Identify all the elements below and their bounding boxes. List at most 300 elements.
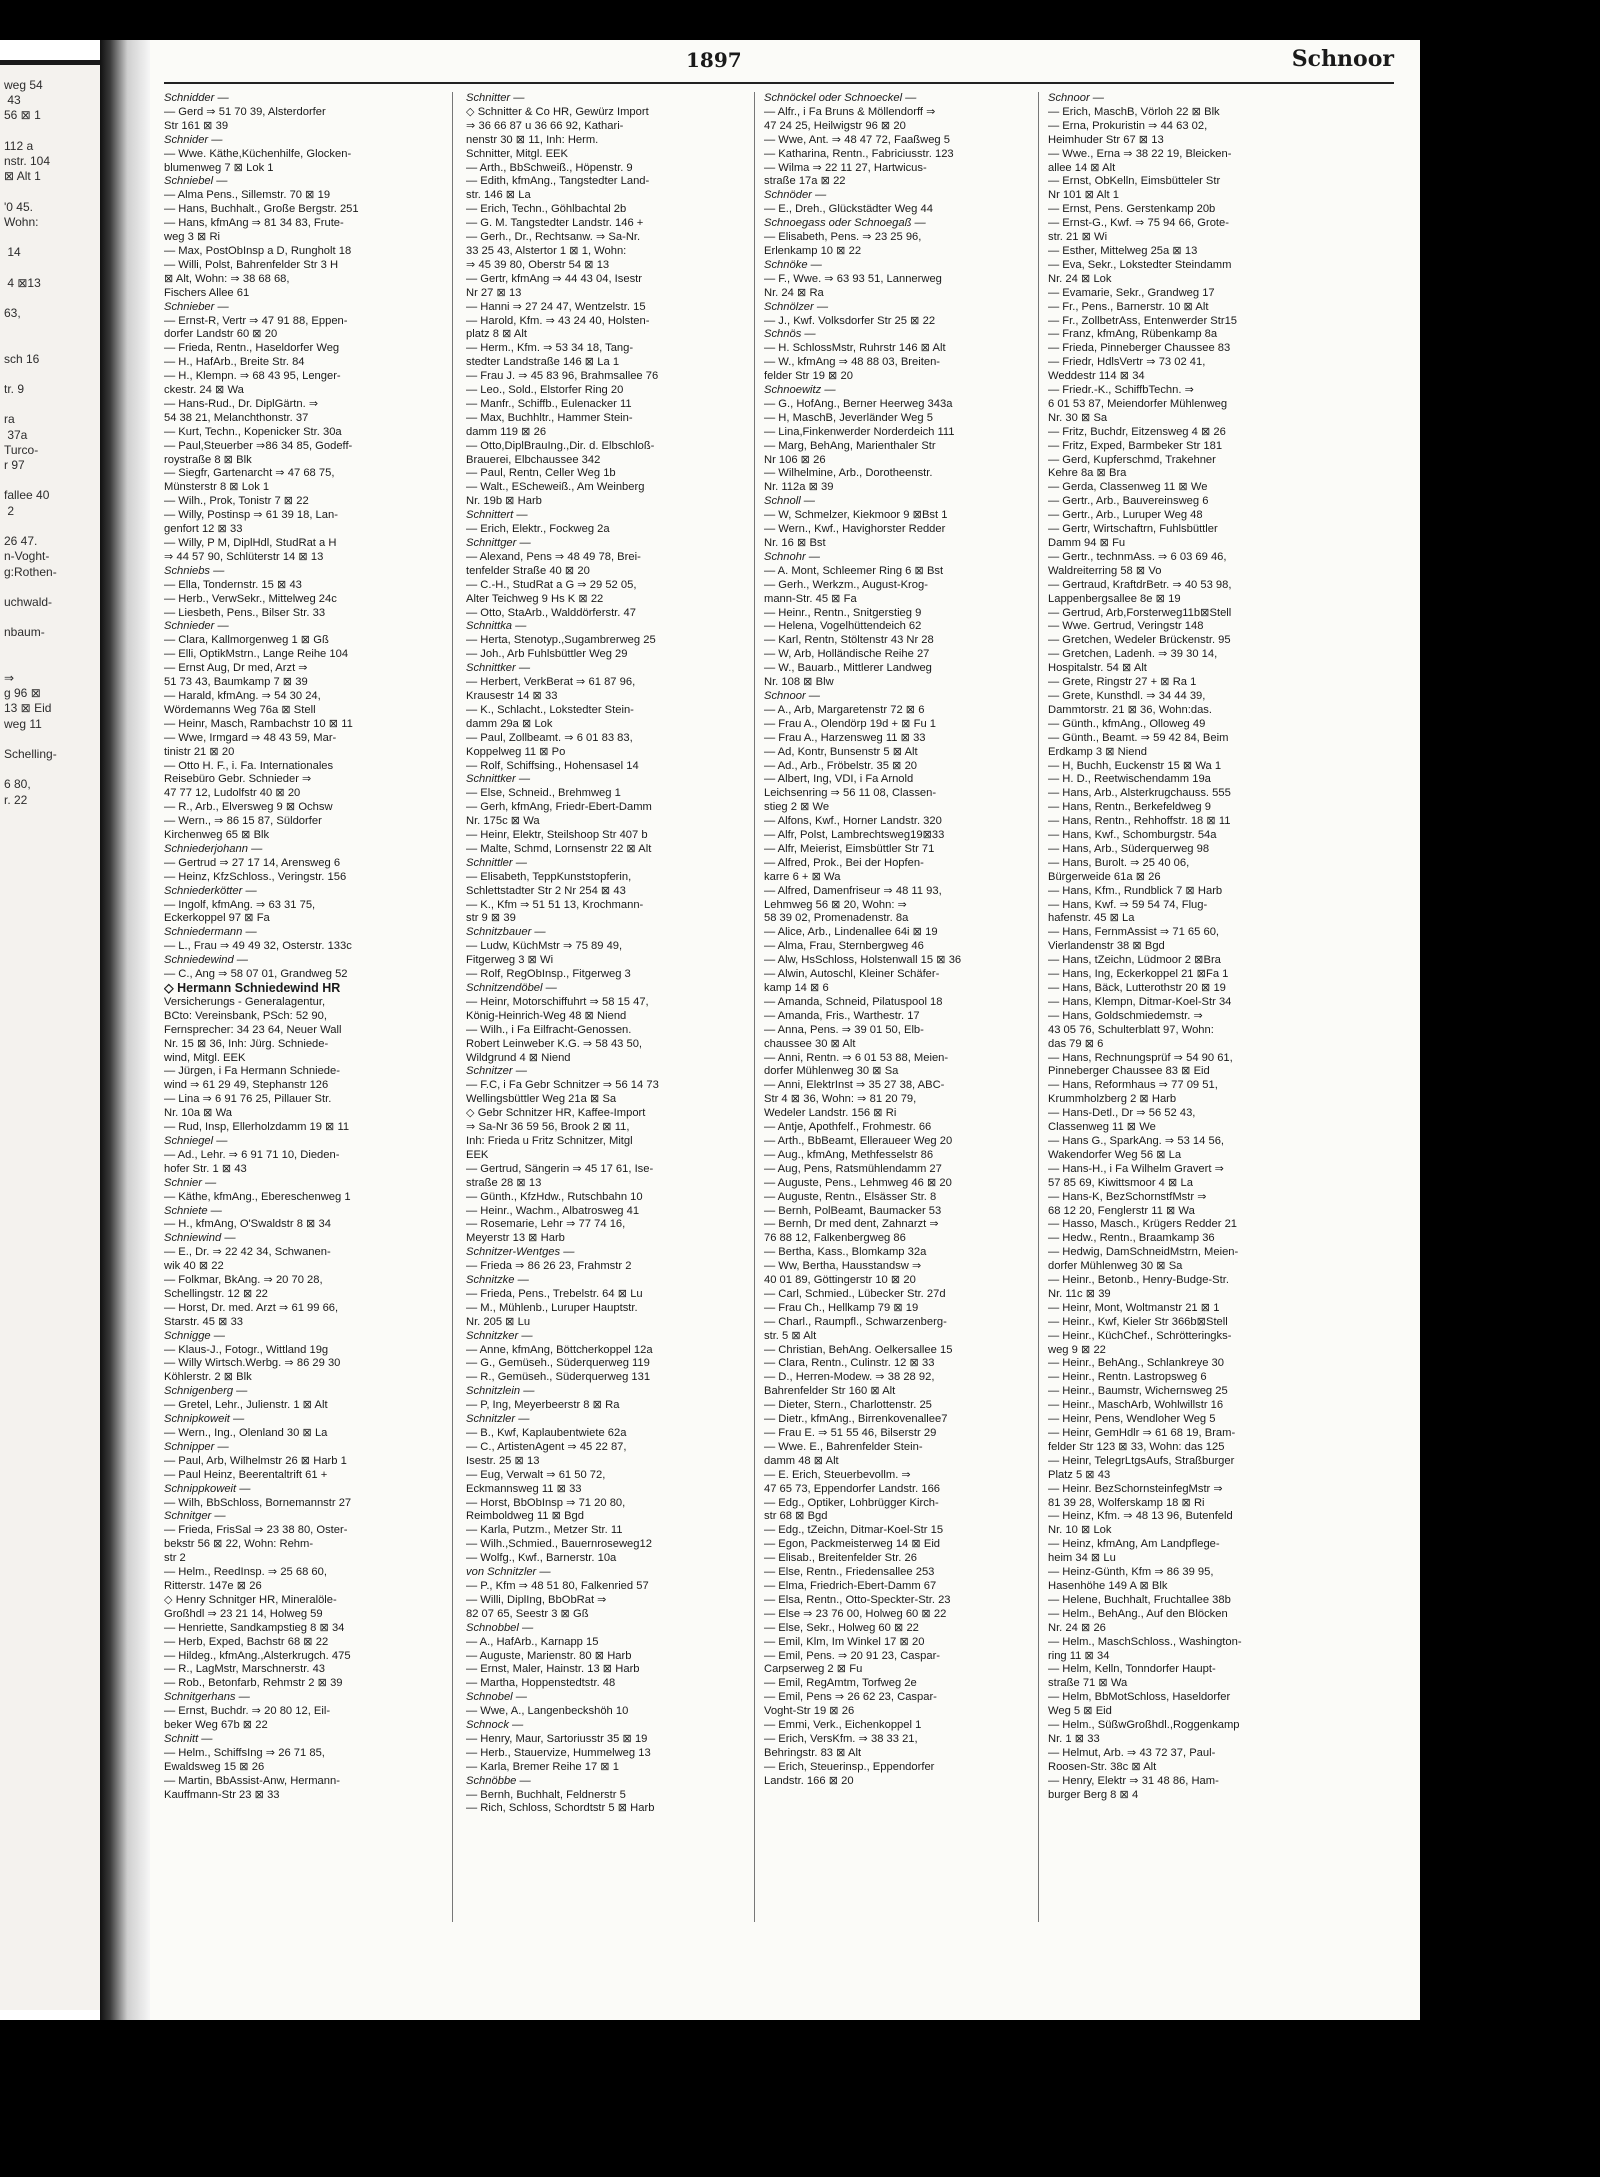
directory-entry-line: — Wilh.,Schmied., Bauernroseweg12 <box>466 1538 652 1551</box>
directory-entry-line: burger Berg 8 ⊠ 4 <box>1048 1788 1139 1801</box>
directory-entry-line: — Heinr, Mont, Woltmanstr 21 ⊠ 1 <box>1048 1301 1220 1314</box>
directory-entry-line: Leichsenring ⇒ 56 11 08, Classen- <box>764 787 937 800</box>
directory-entry-line: das 79 ⊠ 6 <box>1048 1037 1104 1050</box>
directory-entry-line: ⇒ 45 39 80, Oberstr 54 ⊠ 13 <box>466 258 610 271</box>
surname-heading: Schnittler — <box>466 856 527 869</box>
directory-entry-line: — C., Ang ⇒ 58 07 01, Grandweg 52 <box>164 968 348 981</box>
header-rule <box>164 82 1394 84</box>
directory-entry-line: — Liesbeth, Pens., Bilser Str. 33 <box>164 606 326 619</box>
directory-entry-line: Nr. 10 ⊠ Lok <box>1048 1524 1112 1537</box>
directory-entry-line: str 9 ⊠ 39 <box>466 912 516 925</box>
directory-entry-line: — Ernst, Maler, Hainstr. 13 ⊠ Harb <box>466 1663 640 1676</box>
directory-entry-line: — Gerda, Classenweg 11 ⊠ We <box>1048 481 1208 494</box>
directory-entry-line: — Hans, Ing, Eckerkoppel 21 ⊠Fa 1 <box>1048 968 1229 981</box>
directory-entry-line: — Harold, Kfm. ⇒ 43 24 40, Holsten- <box>466 314 650 327</box>
directory-entry-line: — Horst, Dr. med. Arzt ⇒ 61 99 66, <box>164 1301 339 1314</box>
directory-entry-line: — Paul, Arb, Wilhelmstr 26 ⊠ Harb 1 <box>164 1454 347 1467</box>
directory-entry-line: — Erich, Elektr., Fockweg 2a <box>466 523 610 536</box>
directory-entry-line: Bürgerweide 61a ⊠ 26 <box>1048 870 1161 883</box>
directory-entry-line: — Auguste, Pens., Lehmweg 46 ⊠ 20 <box>764 1176 952 1189</box>
directory-entry-line: — Willi, Polst, Bahrenfelder Str 3 H <box>164 258 339 271</box>
directory-entry-line: — Heinr., Rentn. Lastropsweg 6 <box>1048 1371 1207 1384</box>
directory-entry-line: — Hans, FernmAssist ⇒ 71 65 60, <box>1048 926 1220 939</box>
directory-entry-line: Wellingsbüttler Weg 21a ⊠ Sa <box>466 1093 617 1106</box>
directory-entry-line: Weddestr 114 ⊠ 34 <box>1048 370 1145 383</box>
surname-heading: Schnoegass oder Schnoegaß — <box>764 217 926 230</box>
directory-entry-line: — Gertr., technmAss. ⇒ 6 03 69 46, <box>1048 550 1227 563</box>
surname-heading: Schnipper — <box>164 1440 229 1453</box>
surname-heading: Schnitzker — <box>466 1329 533 1342</box>
surname-heading: Schnitzke — <box>466 1274 529 1287</box>
directory-entry-line: Inh: Frieda u Fritz Schnitzer, Mitgl <box>466 1134 633 1147</box>
directory-entry-line: Str 161 ⊠ 39 <box>164 119 229 132</box>
directory-entry-line: — Helm, BbMotSchloss, Haseldorfer <box>1048 1691 1231 1704</box>
directory-entry-line: — Max, Buchhltr., Hammer Stein- <box>466 411 633 424</box>
directory-entry-line: — Franz, kfmAng, Rübenkamp 8a <box>1048 328 1218 341</box>
directory-entry-line: — Ad., Arb., Fröbelstr. 35 ⊠ 20 <box>764 759 918 772</box>
directory-entry-line: dorfer Mühlenweg 30 ⊠ Sa <box>1048 1260 1183 1273</box>
directory-entry-line: felder Str 19 ⊠ 20 <box>764 370 853 383</box>
directory-entry-line: Behringstr. 83 ⊠ Alt <box>764 1746 862 1759</box>
directory-entry-line: — Erna, Prokuristin ⇒ 44 63 02, <box>1048 119 1208 132</box>
directory-entry-line: — Hans, Burolt. ⇒ 25 40 06, <box>1048 856 1190 869</box>
directory-entry-line: — Herb., VerwSekr., Mittelweg 24c <box>164 592 337 605</box>
directory-entry-line: — Arth., BbBeamt, Elleraueer Weg 20 <box>764 1134 953 1147</box>
directory-entry-line: — Auguste, Marienstr. 80 ⊠ Harb <box>466 1649 632 1662</box>
directory-entry-line: — Hans, Kwf., Schomburgstr. 54a <box>1048 829 1217 842</box>
directory-entry-line: — Antje, Apothfelf., Frohmestr. 66 <box>764 1121 932 1134</box>
directory-entry-line: — Grete, Ringstr 27 + ⊠ Ra 1 <box>1048 676 1197 689</box>
directory-entry-line: Kirchenweg 65 ⊠ Blk <box>164 829 270 842</box>
directory-entry-line: Roosen-Str. 38c ⊠ Alt <box>1048 1760 1157 1773</box>
directory-entry-line: heim 34 ⊠ Lu <box>1048 1552 1116 1565</box>
surname-heading: Schnoor — <box>1048 92 1104 104</box>
directory-entry-line: Köhlerstr. 2 ⊠ Blk <box>164 1371 252 1384</box>
directory-entry-line: Koppelweg 11 ⊠ Po <box>466 745 566 758</box>
surname-heading: Schnitgerhans — <box>164 1691 250 1704</box>
directory-entry-line: — A., Arb, Margaretenstr 72 ⊠ 6 <box>764 703 925 716</box>
directory-entry-line: Nr 27 ⊠ 13 <box>466 286 522 299</box>
directory-entry-line: — Alfons, Kwf., Horner Landstr. 320 <box>764 815 942 828</box>
directory-entry-line: Wedeler Landstr. 156 ⊠ Ri <box>764 1107 897 1120</box>
directory-entry-line: damm 119 ⊠ 26 <box>466 425 547 438</box>
directory-entry-line: Krausestr 14 ⊠ 33 <box>466 689 558 702</box>
directory-entry-line: stedter Landstraße 146 ⊠ La 1 <box>466 356 620 369</box>
directory-page <box>150 40 1420 2020</box>
directory-entry-line: — Günth., Beamt. ⇒ 59 42 84, Beim <box>1048 731 1229 744</box>
directory-entry-line: str 68 ⊠ Bgd <box>764 1510 828 1523</box>
directory-entry-line: — Alfr., i Fa Bruns & Möllendorff ⇒ <box>764 105 936 118</box>
directory-entry-line: str 2 <box>164 1552 186 1565</box>
directory-entry-line: — M., Mühlenb., Luruper Hauptstr. <box>466 1301 638 1314</box>
surname-heading: Schniebs — <box>164 564 225 577</box>
directory-entry-line: — Leo., Sold., Elstorfer Ring 20 <box>466 384 624 397</box>
directory-entry-line: stieg 2 ⊠ We <box>764 801 830 814</box>
surname-heading: Schnitter — <box>466 92 525 104</box>
surname-heading: Schnitzler — <box>466 1413 530 1426</box>
facing-page-edge <box>0 60 100 2010</box>
directory-entry-line: Kehre 8a ⊠ Bra <box>1048 467 1127 480</box>
directory-entry-line: — Alma Pens., Sillemstr. 70 ⊠ 19 <box>164 189 331 202</box>
surname-heading: Schnöbbe — <box>466 1774 531 1787</box>
directory-entry-line: — Helm., BehAng., Auf den Blöcken <box>1048 1607 1228 1620</box>
surname-heading: Schnobbel — <box>466 1621 534 1634</box>
directory-entry-line: — Fritz, Buchdr, Eitzensweg 4 ⊠ 26 <box>1048 425 1226 438</box>
scan-border-top <box>0 0 1420 40</box>
directory-entry-line: chaussee 30 ⊠ Alt <box>764 1037 856 1050</box>
directory-entry-line: Lehmweg 56 ⊠ 20, Wohn: ⇒ <box>764 898 907 911</box>
surname-heading: Schnittker — <box>466 773 531 786</box>
directory-entry-line: — Arth., BbSchweiß., Höpenstr. 9 <box>466 161 633 174</box>
directory-entry-line: str. 21 ⊠ Wi <box>1048 231 1108 244</box>
directory-entry-line: — Hedwig, DamSchneidMstrn, Meien- <box>1048 1246 1239 1259</box>
directory-entry-line: 33 25 43, Alstertor 1 ⊠ 1, Wohn: <box>466 244 627 257</box>
directory-entry-line: — Heinr, Motorschiffuhrt ⇒ 58 15 47, <box>466 995 649 1008</box>
directory-entry-line: — Frieda, Pens., Trebelstr. 64 ⊠ Lu <box>466 1287 643 1300</box>
directory-entry-line: — Harald, kfmAng. ⇒ 54 30 24, <box>164 689 321 702</box>
directory-entry-line: — Hans, Arb., Süderquerweg 98 <box>1048 842 1210 855</box>
directory-entry-line: — Dieter, Stern., Charlottenstr. 25 <box>764 1399 932 1412</box>
directory-entry-line: — P., Kfm ⇒ 48 51 80, Falkenried 57 <box>466 1579 649 1592</box>
directory-entry-line: — Herm., Kfm. ⇒ 53 34 18, Tang- <box>466 342 634 355</box>
directory-entry-line: ckestr. 24 ⊠ Wa <box>164 384 244 397</box>
directory-entry-line: — Erich, MaschB, Vörloh 22 ⊠ Blk <box>1048 105 1220 118</box>
directory-entry-line: — P, Ing, Meyerbeerstr 8 ⊠ Ra <box>466 1399 620 1412</box>
directory-entry-line: — H., HafArb., Breite Str. 84 <box>164 356 305 369</box>
directory-entry-line: — K., Schlacht., Lokstedter Stein- <box>466 703 634 716</box>
directory-entry-line: — W, Arb, Holländische Reihe 27 <box>764 648 930 661</box>
directory-entry-line: Landstr. 166 ⊠ 20 <box>764 1774 854 1787</box>
directory-entry-line: 47 24 25, Heilwigstr 96 ⊠ 20 <box>764 119 906 132</box>
directory-entry-line: Hospitalstr. 54 ⊠ Alt <box>1048 662 1147 675</box>
directory-entry-line: — Ernst Aug, Dr med, Arzt ⇒ <box>164 662 308 675</box>
directory-entry-line: ◇ Gebr Schnitzer HR, Kaffee-Import <box>466 1107 646 1120</box>
directory-entry-line: — Edg., tZeichn, Ditmar-Koel-Str 15 <box>764 1524 944 1537</box>
directory-entry-line: Classenweg 11 ⊠ We <box>1048 1121 1156 1134</box>
directory-entry-line: — Paul, Zollbeamt. ⇒ 6 01 83 83, <box>466 731 633 744</box>
directory-entry-line: — Wolfg., Kwf., Barnerstr. 10a <box>466 1552 617 1565</box>
directory-entry-line: — Herbert, VerkBerat ⇒ 61 87 96, <box>466 676 636 689</box>
surname-heading: Schnitzer — <box>466 1065 527 1078</box>
surname-heading: Schniegel — <box>164 1134 228 1147</box>
directory-entry-line: — Frau J. ⇒ 45 83 96, Brahmsallee 76 <box>466 370 659 383</box>
directory-entry-line: Versicherungs - Generalagentur, <box>164 995 326 1008</box>
directory-entry-line: Pinneberger Chaussee 83 ⊠ Eid <box>1048 1065 1210 1078</box>
directory-entry-line: Fitgerweg 3 ⊠ Wi <box>466 954 554 967</box>
directory-entry-line: — Rich, Schloss, Schordtstr 5 ⊠ Harb <box>466 1802 655 1815</box>
directory-entry-line: — Dietr., kfmAng., Birrenkovenallee7 <box>764 1413 948 1426</box>
surname-heading: Schnitzlein — <box>466 1385 535 1398</box>
directory-entry-line: — Rolf, RegObInsp., Fitgerweg 3 <box>466 968 631 981</box>
directory-entry-line: — Helm, Kelln, Tonndorfer Haupt- <box>1048 1663 1216 1676</box>
directory-entry-line: — Eva, Sekr., Lokstedter Steindamm <box>1048 258 1232 271</box>
directory-entry-line: Nr 106 ⊠ 26 <box>764 453 826 466</box>
directory-entry-line: — Fritz, Exped, Barmbeker Str 181 <box>1048 439 1223 452</box>
directory-entry-line: — Gertrud ⇒ 27 17 14, Arensweg 6 <box>164 856 341 869</box>
directory-entry-line: — Otto,DiplBrauIng.,Dir. d. Elbschloß- <box>466 439 655 452</box>
directory-entry-line: — Klaus-J., Fotogr., Wittland 19g <box>164 1343 329 1356</box>
directory-entry-line: — Willy, Postinsp ⇒ 61 39 18, Lan- <box>164 509 338 522</box>
directory-entry-line: — Karla, Putzm., Metzer Str. 11 <box>466 1524 623 1537</box>
directory-entry-line: — K., Kfm ⇒ 51 51 13, Krochmann- <box>466 898 644 911</box>
directory-entry-line: — Wwe., Erna ⇒ 38 22 19, Bleicken- <box>1048 147 1232 160</box>
directory-entry-line: — Elisabeth, TeppKunststopferin, <box>466 870 632 883</box>
directory-entry-line: — Hans-K, BezSchornstfMstr ⇒ <box>1048 1190 1207 1203</box>
directory-column-4 <box>1048 92 1348 1922</box>
directory-entry-line: wind ⇒ 61 29 49, Stephanstr 126 <box>164 1079 329 1092</box>
directory-entry-line: — Heinr., Betonb., Henry-Budge-Str. <box>1048 1274 1229 1287</box>
surname-heading: Schnittka — <box>466 620 527 633</box>
directory-entry-line: Nr 101 ⊠ Alt 1 <box>1048 189 1119 202</box>
directory-entry-line: — Wilh., Prok, Tonistr 7 ⊠ 22 <box>164 495 309 508</box>
directory-entry-line: Reimboldweg 11 ⊠ Bgd <box>466 1510 584 1523</box>
directory-entry-line: — J., Kwf. Volksdorfer Str 25 ⊠ 22 <box>764 314 936 327</box>
directory-entry-line: — Joh., Arb Fuhlsbüttler Weg 29 <box>466 648 628 661</box>
directory-entry-line: — Aug., kfmAng, Methfesselstr 86 <box>764 1148 934 1161</box>
directory-entry-line: — Helene, Buchhalt, Fruchtallee 38b <box>1048 1593 1231 1606</box>
directory-entry-line: — Bernh, Dr med dent, Zahnarzt ⇒ <box>764 1218 939 1231</box>
directory-entry-line: — Heinr., Kwf, Kieler Str 366b⊠Stell <box>1048 1315 1228 1328</box>
directory-entry-line: — Heinr., Baumstr, Wichernsweg 25 <box>1048 1385 1228 1398</box>
directory-entry-line: — Hanni ⇒ 27 24 47, Wentzelstr. 15 <box>466 300 646 313</box>
directory-entry-line: — Alice, Arb., Lindenallee 64i ⊠ 19 <box>764 926 938 939</box>
directory-entry-line: — Christian, BehAng. Oelkersallee 15 <box>764 1343 953 1356</box>
directory-entry-line: — Anna, Pens. ⇒ 39 01 50, Elb- <box>764 1023 924 1036</box>
directory-entry-line: — Gertrud, Sängerin ⇒ 45 17 61, Ise- <box>466 1162 654 1175</box>
directory-entry-line: — Eug, Verwalt ⇒ 61 50 72, <box>466 1468 606 1481</box>
directory-entry-line: — Frieda, FrisSal ⇒ 23 38 80, Oster- <box>164 1524 348 1537</box>
directory-entry-line: Weg 5 ⊠ Eid <box>1048 1705 1112 1718</box>
surname-heading: Schniedewind — <box>164 954 248 967</box>
directory-entry-line: — Gertr, kfmAng ⇒ 44 43 04, Isestr <box>466 272 643 285</box>
directory-entry-line: — Emil, Pens ⇒ 26 62 23, Caspar- <box>764 1691 937 1704</box>
directory-entry-line: König-Heinrich-Weg 48 ⊠ Niend <box>466 1009 627 1022</box>
directory-entry-line: — Elsa, Rentn., Otto-Speckter-Str. 23 <box>764 1593 951 1606</box>
directory-entry-line: — Käthe, kfmAng., Ebereschenweg 1 <box>164 1190 351 1203</box>
directory-entry-line: Reisebüro Gebr. Schnieder ⇒ <box>164 773 312 786</box>
directory-entry-line: — H. SchlossMstr, Ruhrstr 146 ⊠ Alt <box>764 342 946 355</box>
directory-entry-line: — Heinr., KüchChef., Schrötteringks- <box>1048 1329 1232 1342</box>
directory-entry-line: — Wwe, A., Langenbeckshöh 10 <box>466 1705 629 1718</box>
directory-entry-line: — Else ⇒ 23 76 00, Holweg 60 ⊠ 22 <box>764 1607 947 1620</box>
directory-entry-line: Carpserweg 2 ⊠ Fu <box>764 1663 863 1676</box>
directory-entry-line: — Ludw, KüchMstr ⇒ 75 89 49, <box>466 940 623 953</box>
surname-heading: Schnöckel oder Schnoeckel — <box>764 92 917 104</box>
directory-entry-line: Krummholzberg 2 ⊠ Harb <box>1048 1093 1177 1106</box>
directory-entry-line: — A. Mont, Schleemer Ring 6 ⊠ Bst <box>764 564 944 577</box>
directory-entry-line: — E., Dreh., Glückstädter Weg 44 <box>764 203 933 216</box>
directory-entry-line: — Horst, BbObInsp ⇒ 71 20 80, <box>466 1496 626 1509</box>
directory-entry-line: — Hans, Rentn., Berkefeldweg 9 <box>1048 801 1211 814</box>
directory-entry-line: wind, Mitgl. EEK <box>164 1051 246 1064</box>
directory-entry-line: Nr. 108 ⊠ Blw <box>764 676 834 689</box>
directory-entry-line: — Clara, Kallmorgenweg 1 ⊠ Gß <box>164 634 329 647</box>
directory-entry-line: ⇒ 36 66 87 u 36 66 92, Kathari- <box>466 119 624 132</box>
directory-entry-line: — Helm., ReedInsp. ⇒ 25 68 60, <box>164 1566 327 1579</box>
directory-entry-line: Nr. 24 ⊠ Lok <box>1048 272 1112 285</box>
surname-heading: Schniete — <box>164 1204 222 1217</box>
column-divider <box>1038 92 1039 1922</box>
directory-entry-line: bekstr 56 ⊠ 22, Wohn: Rehm- <box>164 1538 314 1551</box>
column-divider <box>452 92 453 1922</box>
directory-entry-line: Nr. 10a ⊠ Wa <box>164 1107 233 1120</box>
directory-entry-line: str. 146 ⊠ La <box>466 189 531 202</box>
directory-entry-line: Platz 5 ⊠ 43 <box>1048 1468 1111 1481</box>
directory-entry-line: — Heinr, Pens, Wendloher Weg 5 <box>1048 1413 1216 1426</box>
surname-heading: Schnidder — <box>164 92 229 104</box>
directory-entry-line: — Siegfr, Gartenarcht ⇒ 47 68 75, <box>164 467 335 480</box>
directory-entry-line: Eckerkoppel 97 ⊠ Fa <box>164 912 270 925</box>
directory-entry-line: Großhdl ⇒ 23 21 14, Holweg 59 <box>164 1607 323 1620</box>
directory-entry-line: weg 3 ⊠ Ri <box>164 231 221 244</box>
surname-heading: Schnohr — <box>764 550 820 563</box>
page-header <box>150 40 1420 80</box>
directory-entry-line: — Alfred, Prok., Bei der Hopfen- <box>764 856 924 869</box>
directory-entry-line: — B., Kwf, Kaplaubentwiete 62a <box>466 1427 627 1439</box>
directory-entry-line: tenfelder Straße 40 ⊠ 20 <box>466 564 590 577</box>
directory-entry-line: Wakendorfer Weg 56 ⊠ La <box>1048 1148 1182 1161</box>
directory-entry-line: — Heinz, kfmAng, Am Landpflege- <box>1048 1538 1220 1551</box>
directory-entry-line: — Hans G., SparkAng. ⇒ 53 14 56, <box>1048 1134 1225 1147</box>
directory-entry-line: — Ww, Bertha, Hausstandsw ⇒ <box>764 1260 922 1273</box>
directory-entry-line: 68 12 20, Fenglerstr 11 ⊠ Wa <box>1048 1204 1195 1217</box>
surname-heading: Schnitzendöbel — <box>466 982 557 994</box>
directory-entry-line: — Karl, Rentn, Stöltenstr 43 Nr 28 <box>764 634 934 647</box>
directory-entry-line: wik 40 ⊠ 22 <box>164 1260 224 1273</box>
directory-entry-line: — Heinr, TelegrLtgsAufs, Straßburger <box>1048 1454 1235 1467</box>
directory-entry-line: — R., LagMstr, Marschnerstr. 43 <box>164 1663 326 1676</box>
surname-heading: Schnitzbauer — <box>466 926 546 939</box>
directory-entry-line: EEK <box>466 1148 489 1161</box>
directory-entry-line: roystraße 8 ⊠ Blk <box>164 453 252 466</box>
directory-entry-line: — Wilh., i Fa Eilfracht-Genossen. <box>466 1023 632 1036</box>
surname-heading: Schnoll — <box>764 495 815 508</box>
directory-entry-line: BCto: Vereinsbank, PSch: 52 90, <box>164 1009 327 1022</box>
directory-entry-line: — Grete, Kunsthdl. ⇒ 34 44 39, <box>1048 689 1206 702</box>
directory-entry-line: weg 9 ⊠ 22 <box>1048 1343 1106 1356</box>
directory-entry-line: — W., Bauarb., Mittlerer Landweg <box>764 662 932 675</box>
directory-entry-line: — Heinr., MaschArb, Wohlwillstr 16 <box>1048 1399 1224 1412</box>
directory-entry-line: — Heinz, KfzSchloss., Veringstr. 156 <box>164 870 347 883</box>
directory-entry-line: Meyerstr 13 ⊠ Harb <box>466 1232 565 1245</box>
directory-entry-line: — Hildeg., kfmAng.,Alsterkrugch. 475 <box>164 1649 351 1662</box>
directory-entry-line: straße 28 ⊠ 13 <box>466 1176 542 1189</box>
surname-heading: Schnock — <box>466 1719 524 1732</box>
directory-entry-line: — Willy Wirtsch.Werbg. ⇒ 86 29 30 <box>164 1357 341 1370</box>
directory-entry-line: Bahrenfelder Str 160 ⊠ Alt <box>764 1385 896 1398</box>
directory-entry-line: Dammtorstr. 21 ⊠ 36, Wohn:das. <box>1048 703 1212 716</box>
directory-entry-line: Nr. 205 ⊠ Lu <box>466 1315 531 1328</box>
surname-heading: Schnigge — <box>164 1329 225 1342</box>
directory-entry-line: Nr. 16 ⊠ Bst <box>764 537 826 549</box>
directory-entry-line: Erlenkamp 10 ⊠ 22 <box>764 244 862 257</box>
directory-entry-line: — Hans, Goldschmiedemstr. ⇒ <box>1048 1009 1203 1022</box>
directory-entry-line: — Gerd, Kupferschmd, Trakehner <box>1048 453 1216 466</box>
surname-heading: Schnölzer — <box>764 300 829 313</box>
directory-entry-line: — Herta, Stenotyp.,Sugambrerweg 25 <box>466 634 656 647</box>
directory-entry-line: damm 48 ⊠ Alt <box>764 1454 839 1467</box>
directory-entry-line: — H, Buchh, Euckenstr 15 ⊠ Wa 1 <box>1048 759 1222 772</box>
directory-entry-line: — Alfred, Damenfriseur ⇒ 48 11 93, <box>764 884 942 897</box>
directory-entry-line: 47 65 73, Eppendorfer Landstr. 166 <box>764 1482 941 1495</box>
directory-entry-line: — Hans, Reformhaus ⇒ 77 09 51, <box>1048 1079 1218 1092</box>
directory-entry-line: — Hans-H., i Fa Wilhelm Gravert ⇒ <box>1048 1162 1224 1175</box>
directory-entry-line: mann-Str. 45 ⊠ Fa <box>764 592 857 605</box>
directory-entry-line: 6 01 53 87, Meiendorfer Mühlenweg <box>1048 397 1228 410</box>
directory-entry-line: — Emil, RegAmtm, Torfweg 2e <box>764 1677 917 1690</box>
directory-entry-line: Nr. 15 ⊠ 36, Inh: Jürg. Schniede- <box>164 1037 329 1050</box>
directory-entry-line: 58 39 02, Promenadenstr. 8a <box>764 912 909 925</box>
business-entry-heading: ◇ Hermann Schniedewind HR <box>164 982 341 995</box>
directory-entry-line: — Amanda, Schneid, Pilatuspool 18 <box>764 995 943 1008</box>
directory-entry-line: 47 77 12, Ludolfstr 40 ⊠ 20 <box>164 787 301 800</box>
directory-entry-line: — Paul, Rentn, Celler Weg 1b <box>466 467 616 480</box>
directory-entry-line: — Hans, Rechnungsprüf ⇒ 54 90 61, <box>1048 1051 1233 1064</box>
directory-entry-line: ring 11 ⊠ 34 <box>1048 1649 1110 1662</box>
directory-entry-line: — Heinr., Rentn., Snitgerstieg 9 <box>764 606 922 619</box>
directory-entry-line: Fischers Allee 61 <box>164 286 250 299</box>
directory-entry-line: 54 38 21, Melanchthonstr. 37 <box>164 411 309 424</box>
directory-entry-line: Münsterstr 8 ⊠ Lok 1 <box>164 481 270 494</box>
directory-entry-line: — Frau Ch., Hellkamp 79 ⊠ 19 <box>764 1301 919 1314</box>
directory-entry-line: — Rud, Insp, Ellerholzdamm 19 ⊠ 11 <box>164 1121 350 1134</box>
directory-entry-line: — Wwe. Gertrud, Veringstr 148 <box>1048 620 1204 633</box>
directory-entry-line: — Aug, Pens, Ratsmühlendamm 27 <box>764 1162 942 1175</box>
directory-entry-line: — Fr., ZollbetrAss, Entenwerder Str15 <box>1048 314 1238 327</box>
directory-entry-line: — Hans, Arb., Alsterkrugchauss. 555 <box>1048 787 1231 800</box>
directory-entry-line: nenstr 30 ⊠ 11, Inh: Herm. <box>466 133 599 146</box>
directory-entry-line: — Heinr, Elektr, Steilshoop Str 407 b <box>466 829 648 842</box>
directory-entry-line: Nr. 11c ⊠ 39 <box>1048 1287 1111 1300</box>
directory-entry-line: — R., Arb., Elversweg 9 ⊠ Ochsw <box>164 801 333 814</box>
directory-entry-line: — Rolf, Schiffsing., Hohensasel 14 <box>466 759 639 772</box>
directory-entry-line: — Hans, Rentn., Rehhoffstr. 18 ⊠ 11 <box>1048 815 1231 828</box>
directory-entry-line: — Amanda, Fris., Warthestr. 17 <box>764 1009 920 1022</box>
directory-entry-line: — Erich, VersKfm. ⇒ 38 33 21, <box>764 1732 918 1745</box>
directory-entry-line: — Martha, Hoppenstedtstr. 48 <box>466 1677 616 1690</box>
surname-heading: Schnippkoweit — <box>164 1482 251 1495</box>
directory-entry-line: — Hasso, Masch., Krügers Redder 21 <box>1048 1218 1238 1231</box>
surname-heading: Schnittger — <box>466 537 531 549</box>
surname-heading: Schnitger — <box>164 1510 226 1523</box>
directory-entry-line: hafenstr. 45 ⊠ La <box>1048 912 1135 925</box>
directory-entry-line: 43 05 76, Schulterblatt 97, Wohn: <box>1048 1023 1214 1036</box>
directory-entry-line: Heimhuder Str 67 ⊠ 13 <box>1048 133 1164 146</box>
directory-entry-line: — G., HofAng., Berner Heerweg 343a <box>764 397 953 410</box>
directory-entry-line: — Auguste, Rentn., Elsässer Str. 8 <box>764 1190 937 1203</box>
surname-heading: Schnöder — <box>764 189 827 202</box>
directory-entry-line: Kauffmann-Str 23 ⊠ 33 <box>164 1788 280 1801</box>
surname-heading: Schnider — <box>164 133 223 146</box>
directory-entry-line: — Martin, BbAssist-Anw, Hermann- <box>164 1774 340 1787</box>
surname-heading: Schnittert — <box>466 509 528 522</box>
directory-entry-line: — Wern., ⇒ 86 15 87, Süldorfer <box>164 815 322 828</box>
page-number: 1897 <box>686 48 742 72</box>
book-gutter <box>100 40 150 2040</box>
directory-entry-line: — Katharina, Rentn., Fabriciusstr. 123 <box>764 147 954 160</box>
directory-entry-line: Nr. 1 ⊠ 33 <box>1048 1732 1100 1745</box>
directory-entry-line: — Henry, Maur, Sartoriusstr 35 ⊠ 19 <box>466 1732 648 1745</box>
directory-entry-line: — Hans, Kfm., Rundblick 7 ⊠ Harb <box>1048 884 1223 897</box>
directory-entry-line: — G., Gemüseh., Süderquerweg 119 <box>466 1357 650 1370</box>
directory-entry-line: — Wilhelmine, Arb., Dorotheenstr. <box>764 467 933 480</box>
directory-entry-line: — Gerd ⇒ 51 70 39, Alsterdorfer <box>164 105 326 118</box>
directory-entry-line: — Otto H. F., i. Fa. Internationales <box>164 759 334 772</box>
directory-entry-line: — Hans, Buchhalt., Große Bergstr. 251 <box>164 203 359 216</box>
directory-entry-line: — Elisabeth, Pens. ⇒ 23 25 96, <box>764 231 922 244</box>
surname-heading: Schniedermann — <box>164 926 257 939</box>
directory-entry-line: — Wern., Ing., Olenland 30 ⊠ La <box>164 1427 328 1439</box>
